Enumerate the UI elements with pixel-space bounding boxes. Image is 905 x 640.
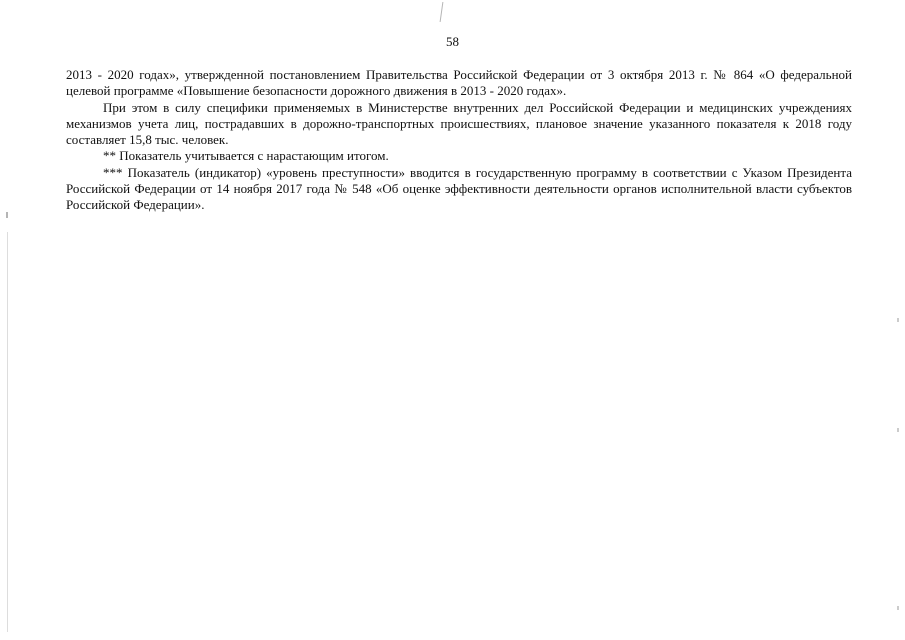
scan-artifact-mark [897,318,899,322]
paragraph-explanation: При этом в силу специфики применяемых в Министерстве внутренних дел Российской Федерации и медицинских учреждениях механизмов учета лиц, пострадавших в дорожно-транспортных происшествиях, плановое значение указанного показателя к 2018 году составляет 15,8 тыс. человек. [66,99,852,148]
page-number: 58 [446,34,459,49]
footnote-triple-asterisk: *** Показатель (индикатор) «уровень преступности» вводится в государственную программу в соответствии с Указом Президента Российской Федерации от 14 ноября 2017 года № 548 «Об оценке эффективности деятельности органов исполнительной власти субъектов Российской Федерации». [66,164,852,213]
footnote-double-asterisk: ** Показатель учитывается с нарастающим итогом. [103,148,389,164]
document-body [66,67,852,214]
scan-artifact-mark [897,606,899,610]
scan-artifact-mark [440,2,444,22]
scan-artifact-mark [897,428,899,432]
scan-artifact-edge [7,232,8,632]
paragraph-continuation: 2013 - 2020 годах», утвержденной постановлением Правительства Российской Федерации от 3 октября 2013 г. № 864 «О федеральной целевой программе «Повышение безопасности дорожного движения в 2013 - 2020 годах». [66,67,852,99]
scan-artifact-mark [6,212,8,218]
